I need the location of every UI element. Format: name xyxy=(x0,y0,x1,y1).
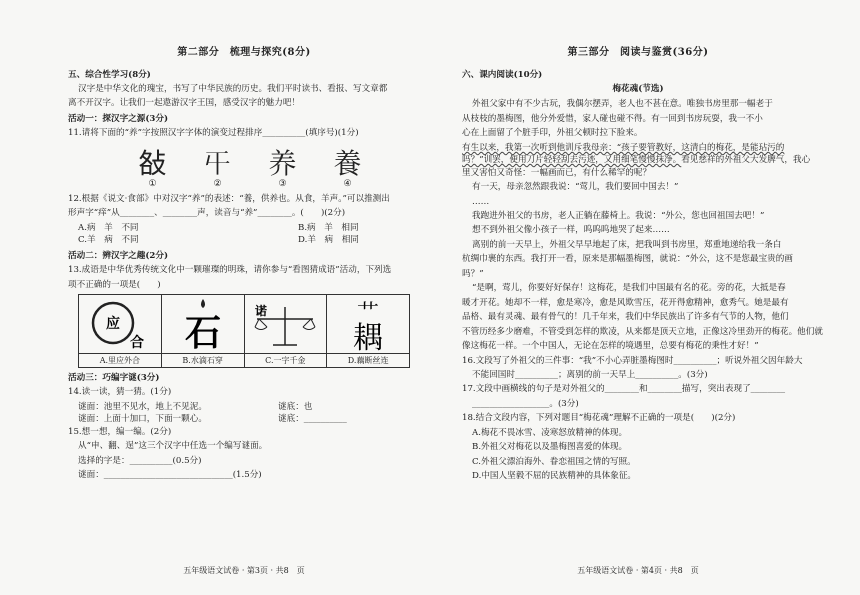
question-15-chosen-char[interactable]: 选择的字是：__________(0.5分) xyxy=(78,455,202,466)
page-3-footer: 五年级语文试卷 · 第3页 · 共8 页 xyxy=(183,566,305,575)
option: D.羊 病 相同 xyxy=(298,235,359,246)
question-12-options xyxy=(68,222,420,247)
idiom-cell-d xyxy=(327,295,409,367)
option: A.病 羊 不同 xyxy=(78,222,139,233)
passage-line: 想不到外祖父像小孩子一样，呜呜呜地哭了起来…… xyxy=(472,225,670,236)
passage-line: 暖才开花。她却不一样，愈是寒冷，愈是风欺雪压，花开得愈精神，愈秀气。她是最有 xyxy=(462,297,789,308)
glyph-number: ③ xyxy=(278,178,287,189)
passage-line: 我跑进外祖父的书房，老人正躺在藤椅上。我说：“外公，您也回祖国去吧！” xyxy=(472,211,765,222)
question-16-line[interactable]: 不能回国时__________；离别的前一天早上__________。(3分) xyxy=(472,370,708,381)
passage-line: 杭绸巾裹的东西。我打开一看，原来是那幅墨梅图，就说：“外公，这不是您最宝贵的画 xyxy=(462,254,793,265)
idiom-cell-b xyxy=(162,295,245,367)
glyph-number: ④ xyxy=(343,178,352,189)
passage-line: 外祖父家中有不少古玩，我偶尔摆弄，老人也不甚在意。唯独书房里那一幅老于 xyxy=(472,99,773,110)
question-18-option: A.梅花不畏冰雪、凌寒怒放精神的体现。 xyxy=(472,427,628,438)
idiom-cell-c xyxy=(245,295,328,367)
glyph-2: 𡕒 xyxy=(203,146,232,180)
question-17-line[interactable]: 17.文段中画横线的句子是对外祖父的________和________描写，突出表现了________ xyxy=(462,384,786,395)
riddle-face: 谜面：上面十加口，下面一颗心。 xyxy=(78,414,207,425)
question-15-line: 从“申、翻、逞”这三个汉字中任选一个编写谜面。 xyxy=(78,441,268,452)
passage-line: 心在上面留了个脏手印，外祖父顿时拉下脸来。 xyxy=(462,128,643,139)
page-3 xyxy=(68,46,420,484)
idiom-caption: A.里应外合 xyxy=(79,353,161,367)
question-17-line[interactable]: __________________。(3分) xyxy=(472,398,579,409)
question-12-line: 12.根据《说文·食部》中对汉字“养”的表述：“養，供养也。从食，羊声。”可以推测出 xyxy=(68,193,390,204)
passage-underlined-sentence xyxy=(462,142,814,179)
section-five-heading: 五、综合性学习(8分) xyxy=(68,69,151,80)
riddle-answer: 谜底：也 xyxy=(278,401,313,412)
idiom-caption: B.水滴石穿 xyxy=(162,353,244,367)
part-two-title: 第二部分 梳理与探究(8分) xyxy=(177,47,311,58)
idiom-cell-a xyxy=(79,295,162,367)
svg-text:合: 合 xyxy=(129,334,144,351)
intro-line: 离不开汉字。让我们一起遨游汉字王国，感受汉字的魅力吧！ xyxy=(68,98,301,109)
passage-title: 梅花魂(节选) xyxy=(612,83,664,94)
glyph-3: 养 xyxy=(268,146,297,180)
svg-text:耦: 耦 xyxy=(353,320,384,352)
svg-text:艹: 艹 xyxy=(357,300,380,326)
idiom-caption: D.藕断丝连 xyxy=(327,353,409,367)
passage-line: 从枝枝的墨梅图，他分外爱惜，家人碰也碰不得。有一回到书房玩耍，我一不小 xyxy=(462,113,763,124)
underlined-text: 有生以来，我第一次听到他训斥我母亲：“孩子要管教好，这清白的梅花，是能玷污的吗？”训罢，便用刀片轻轻刮去污迹，又用细笔慢慢抹净。 xyxy=(462,142,785,166)
passage-ellipsis: …… xyxy=(472,196,490,207)
part-three-title: 第三部分 阅读与鉴赏(36分) xyxy=(567,47,709,58)
page-4-footer: 五年级语文试卷 · 第4页 · 共8 页 xyxy=(577,566,699,575)
glyph-evolution-row xyxy=(120,144,380,178)
idiom-picture-c xyxy=(245,297,325,351)
question-13-line: 13.成语是中华优秀传统文化中一颗璀璨的明珠，请你参与“看图猜成语”活动，下列选 xyxy=(68,265,392,276)
idiom-picture-a xyxy=(85,297,155,351)
question-18-option: C.外祖父漂泊海外、眷恋祖国之情的写照。 xyxy=(472,456,636,467)
riddle-rows xyxy=(68,401,420,426)
question-18: 18.结合文段内容，下列对题目“梅花魂”理解不正确的一项是( )(2分) xyxy=(462,413,736,424)
idiom-caption: C.一字千金 xyxy=(245,353,327,367)
question-16-line[interactable]: 16.文段写了外祖父的三件事：“我”不小心弄脏墨梅图时__________；听说外祖父因年龄大 xyxy=(462,355,803,366)
question-11: 11.请将下面的“养”字按照汉字字体的演变过程排序__________(填序号)(1分) xyxy=(68,128,359,139)
passage-line: 离别的前一天早上，外祖父早早地起了床，把我叫到书房里，郑重地递给我一条白 xyxy=(472,239,782,250)
passage-line: 吗？” xyxy=(462,268,484,279)
question-14: 14.读一读，猜一猜。(1分) xyxy=(68,387,172,398)
question-18-option: D.中国人坚毅不屈的民族精神的具体象征。 xyxy=(472,471,637,482)
activity-two-heading: 活动二：辨汉字之趣(2分) xyxy=(68,250,169,261)
question-15-riddle-blank[interactable]: 谜面：______________________________(1.5分) xyxy=(78,470,262,481)
idiom-picture-table xyxy=(78,294,410,368)
passage-line: 品格、最有灵魂、最有骨气的！几千年来，我们中华民族出了许多有气节的人物，他们 xyxy=(462,312,789,323)
riddle-face: 谜面：池里不见水，地上不见泥。 xyxy=(78,401,207,412)
glyph-1: 𢼛 xyxy=(138,146,167,180)
section-six-heading: 六、课内阅读(10分) xyxy=(462,69,543,80)
glyph-4: 養 xyxy=(333,146,362,180)
idiom-picture-d xyxy=(333,296,403,352)
option: B.病 羊 相同 xyxy=(298,222,359,233)
svg-text:石: 石 xyxy=(184,312,221,351)
riddle-answer-blank[interactable]: 谜底：__________ xyxy=(278,414,347,425)
question-18-option: B.外祖父对梅花以及墨梅图喜爱的体现。 xyxy=(472,442,628,453)
question-13-line: 项不正确的一项是( ) xyxy=(68,279,161,290)
glyph-number: ① xyxy=(148,178,157,189)
passage-line: 有一天，母亲忽然跟我说：“莺儿，我们要回中国去！” xyxy=(472,182,679,193)
question-15: 15.想一想，编一编。(2分) xyxy=(68,426,172,437)
passage-line: “是啊，莺儿，你要好好保存！这梅花，是我们中国最有名的花。旁的花，大抵是春 xyxy=(472,283,786,294)
question-12-line: 形声字“痒”从________、________声，读音与“养”________。( )(2分) xyxy=(68,208,346,219)
passage-text: 看见慈祥的外祖父大发脾气，我心里又害怕又奇怪：一幅画而已，有什么稀罕的呢？ xyxy=(462,155,811,178)
idiom-picture-b xyxy=(168,297,238,351)
passage-line: 像这梅花一样。一个中国人，无论在怎样的境遇里，总要有梅花的秉性才好！” xyxy=(462,341,759,352)
svg-text:应: 应 xyxy=(105,315,120,332)
glyph-number: ② xyxy=(213,178,222,189)
option: C.羊 病 不同 xyxy=(78,235,139,246)
activity-three-heading: 活动三：巧编字谜(3分) xyxy=(68,372,160,383)
passage-line: 不管历经多少磨难，不管受到怎样的欺凌，从来都是顶天立地，正像这冷里劲开的梅花。他们就 xyxy=(462,326,823,337)
activity-one-heading: 活动一：探汉字之源(3分) xyxy=(68,113,169,124)
svg-text:诺: 诺 xyxy=(255,303,268,318)
intro-line: 汉字是中华文化的瑰宝，书写了中华民族的历史。我们平时读书、看报、写文章都 xyxy=(78,83,388,94)
glyph-number-row xyxy=(120,178,380,191)
page-4 xyxy=(462,46,823,485)
